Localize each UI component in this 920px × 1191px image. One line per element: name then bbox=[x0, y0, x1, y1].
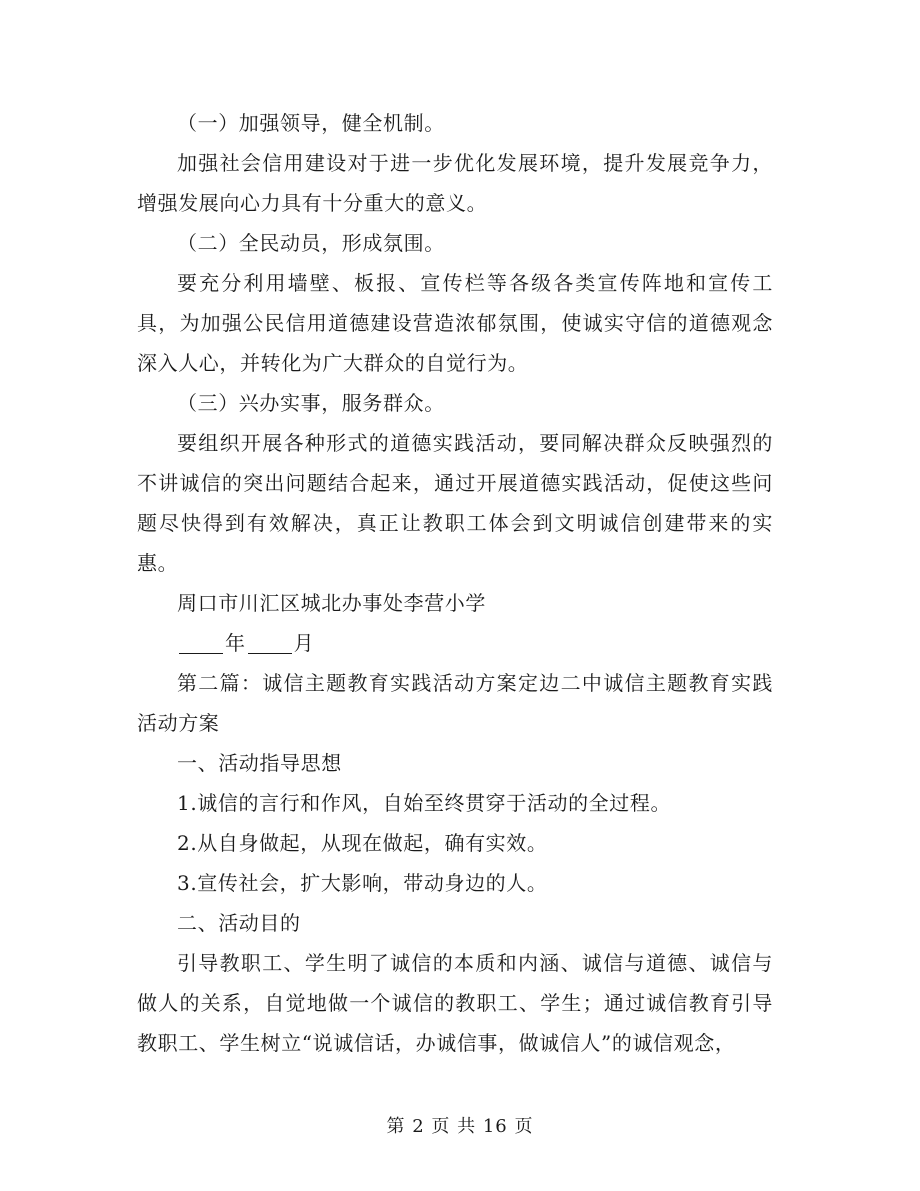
list-item: 3.宣传社会，扩大影响，带动身边的人。 bbox=[177, 871, 548, 895]
list-item: 2.从自身做起，从现在做起，确有实效。 bbox=[177, 831, 548, 855]
date-line bbox=[137, 623, 773, 663]
document-body bbox=[137, 103, 773, 1063]
body-paragraph: 要组织开展各种形式的道德实践活动，要同解决群众反映强烈的不讲诚信的突出问题结合起来，通过开展道德实践活动，促使这些问题尽快得到有效解决，真正让教职工体会到文明诚信创建带来的实惠。 bbox=[137, 431, 773, 575]
signature-organization: 周口市川汇区城北办事处李营小学 bbox=[177, 591, 486, 615]
page-number-footer: 第 2 页 共 16 页 bbox=[386, 1116, 534, 1137]
year-suffix: 年 bbox=[225, 631, 246, 655]
month-suffix: 月 bbox=[293, 631, 315, 655]
body-paragraph: 引导教职工、学生明了诚信的本质和内涵、诚信与道德、诚信与做人的关系，自觉地做一个诚信的教职工、学生；通过诚信教育引导教职工、学生树立“说诚信话，办诚信事，做诚信人”的诚信观念， bbox=[137, 951, 773, 1055]
section-heading: （二）全民动员，形成氛围。 bbox=[177, 231, 445, 255]
section-heading: 二、活动目的 bbox=[177, 911, 301, 935]
body-paragraph: 要充分利用墙壁、板报、宣传栏等各级各类宣传阵地和宣传工具，为加强公民信用道德建设营造浓郁氛围，使诚实守信的道德观念深入人心，并转化为广大群众的自觉行为。 bbox=[137, 271, 773, 375]
month-blank bbox=[248, 633, 292, 654]
section-heading: 一、活动指导思想 bbox=[177, 751, 342, 775]
chapter-title: 第二篇：诚信主题教育实践活动方案定边二中诚信主题教育实践活动方案 bbox=[137, 671, 773, 735]
year-blank bbox=[179, 633, 223, 654]
list-item: 1.诚信的言行和作风，自始至终贯穿于活动的全过程。 bbox=[177, 791, 672, 815]
section-heading: （一）加强领导，健全机制。 bbox=[177, 111, 445, 135]
body-paragraph: 加强社会信用建设对于进一步优化发展环境，提升发展竞争力，增强发展向心力具有十分重大的意义。 bbox=[137, 151, 773, 215]
section-heading: （三）兴办实事，服务群众。 bbox=[177, 391, 445, 415]
